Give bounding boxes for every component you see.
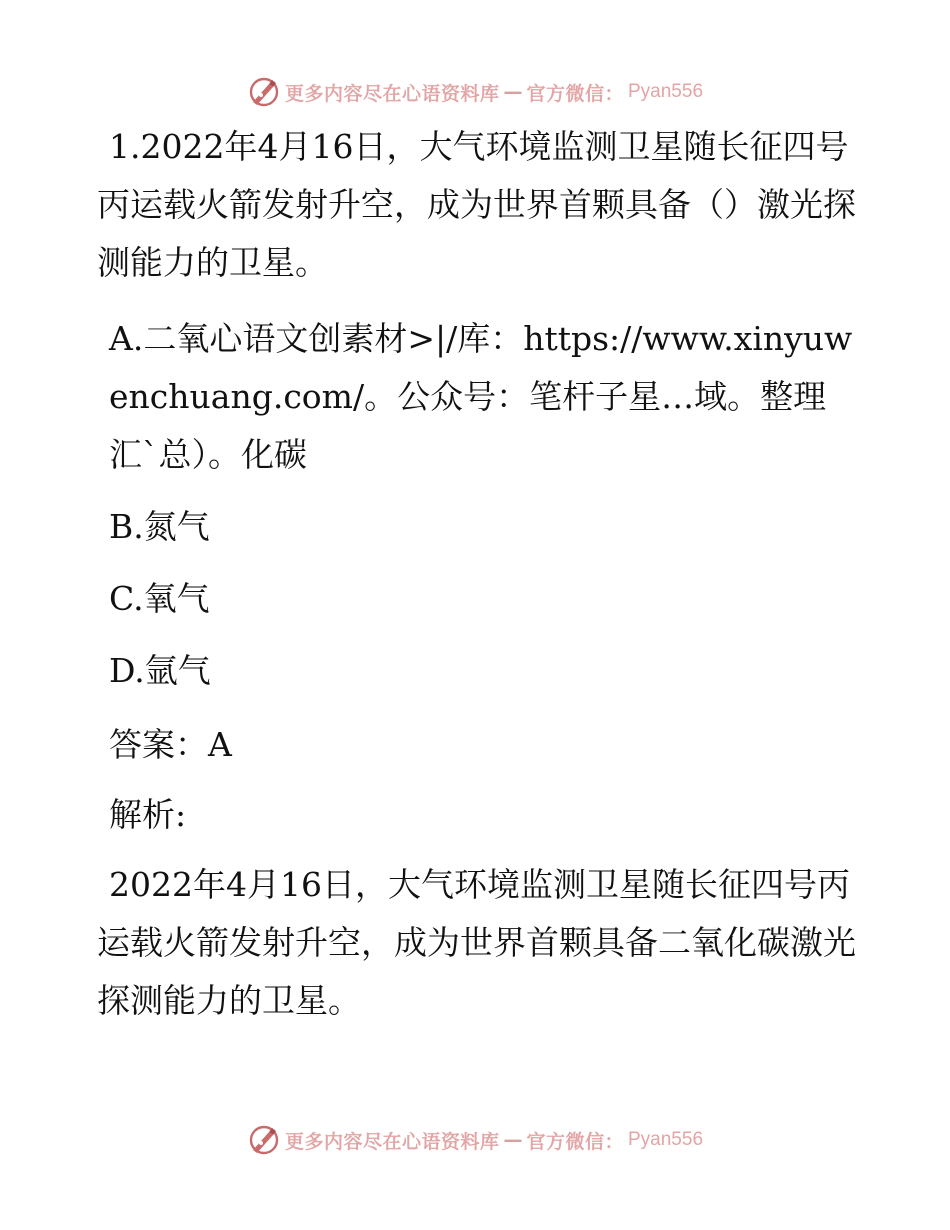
header-banner-content — [247, 75, 703, 109]
footer-contact-label: 官方微信： — [526, 1130, 624, 1153]
option-d: D.氩气 — [109, 651, 211, 690]
header-contact-label: 官方微信： — [526, 82, 624, 105]
header-contact-id: Pyan556 — [628, 81, 704, 102]
header-banner — [0, 72, 950, 112]
footer-contact-id: Pyan556 — [628, 1129, 704, 1150]
header-banner-text: 更多内容尽在心语资料库 — [284, 82, 500, 105]
option-a: A.二氧心语文创素材>|/库：https://www.xinyuwenchuang.com/。公众号：笔杆子星…域。整理汇`总）。化碳 — [109, 319, 853, 474]
analysis-text: 2022年4月16日，大气环境监测卫星随长征四号丙运载火箭发射升空，成为世界首颗具备二氧化碳激光探测能力的卫星。 — [97, 865, 856, 1020]
pen-circle-logo-icon — [247, 1123, 281, 1157]
footer-banner — [0, 1120, 950, 1160]
footer-banner-text: 更多内容尽在心语资料库 — [284, 1130, 500, 1153]
footer-banner-content — [247, 1123, 703, 1157]
option-c: C.氧气 — [109, 579, 210, 618]
footer-banner-separator: — — [503, 1129, 523, 1151]
question-text: 1.2022年4月16日，大气环境监测卫星随长征四号丙运载火箭发射升空，成为世界首颗具备（）激光探测能力的卫星。 — [97, 127, 856, 282]
answer-text: 答案：A — [109, 725, 232, 764]
header-banner-separator: — — [503, 81, 523, 103]
pen-circle-logo-icon — [247, 75, 281, 109]
analysis-label: 解析: — [109, 795, 187, 834]
document-body — [97, 118, 857, 1030]
option-b: B.氮气 — [109, 507, 210, 546]
